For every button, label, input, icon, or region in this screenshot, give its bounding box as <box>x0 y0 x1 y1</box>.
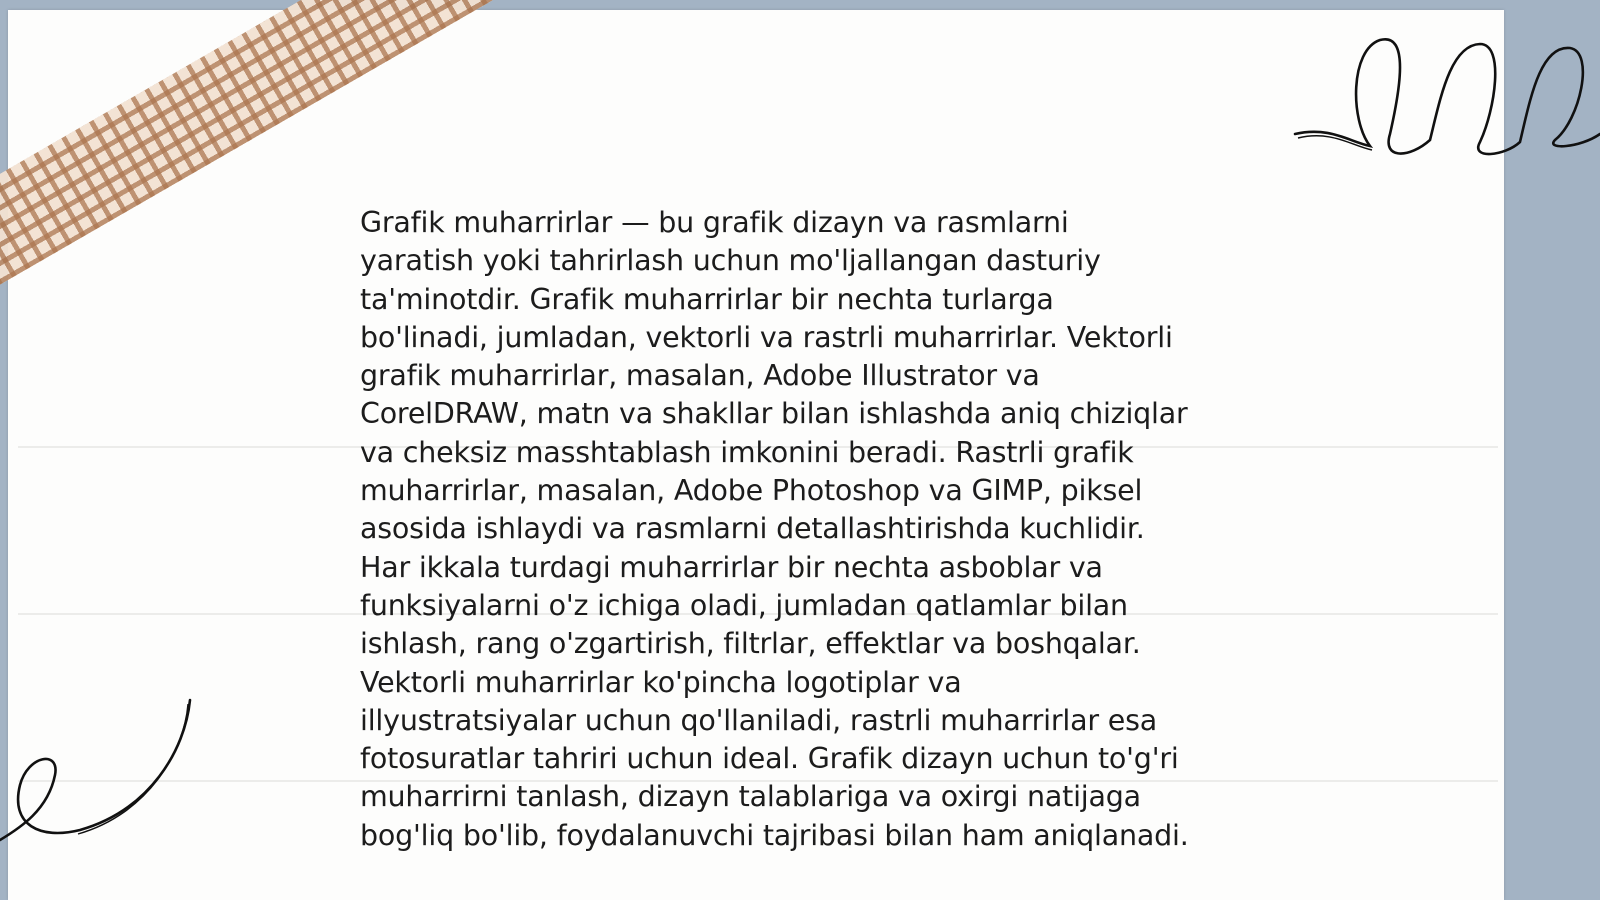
loop-scribble-icon <box>0 690 200 850</box>
loop-scribble-icon <box>1290 30 1600 170</box>
slide-body-text: Grafik muharrirlar — bu grafik dizayn va rasmlarni yaratish yoki tahrirlash uchun mo'ljallangan dasturiy ta'minotdir. Grafik muharrirlar bir nechta turlarga bo'linadi, jumladan, vektorli va rastrli muharrirlar. Vektorli grafik muharrirlar, masalan, Adobe Illustrator va CorelDRAW, matn va shakllar bilan ishlashda aniq chiziqlar va cheksiz masshtablash imkonini beradi. Rastrli grafik muharrirlar, masalan, Adobe Photoshop va GIMP, piksel asosida ishlaydi va rasmlarni detallashtirishda kuchlidir. Har ikkala turdagi muharrirlar bir nechta asboblar va funksiyalarni o'z ichiga oladi, jumladan qatlamlar bilan ishlash, rang o'zgartirish, filtrlar, effektlar va boshqalar. Vektorli muharrirlar ko'pincha logotiplar va illyustratsiyalar uchun qo'llaniladi, rastrli muharrirlar esa fotosuratlar tahriri uchun ideal. Grafik dizayn uchun to'g'ri muharrirni tanlash, dizayn talablariga va oxirgi natijaga bog'liq bo'lib, foydalanuvchi tajribasi bilan ham aniqlanadi. <box>360 206 1189 852</box>
